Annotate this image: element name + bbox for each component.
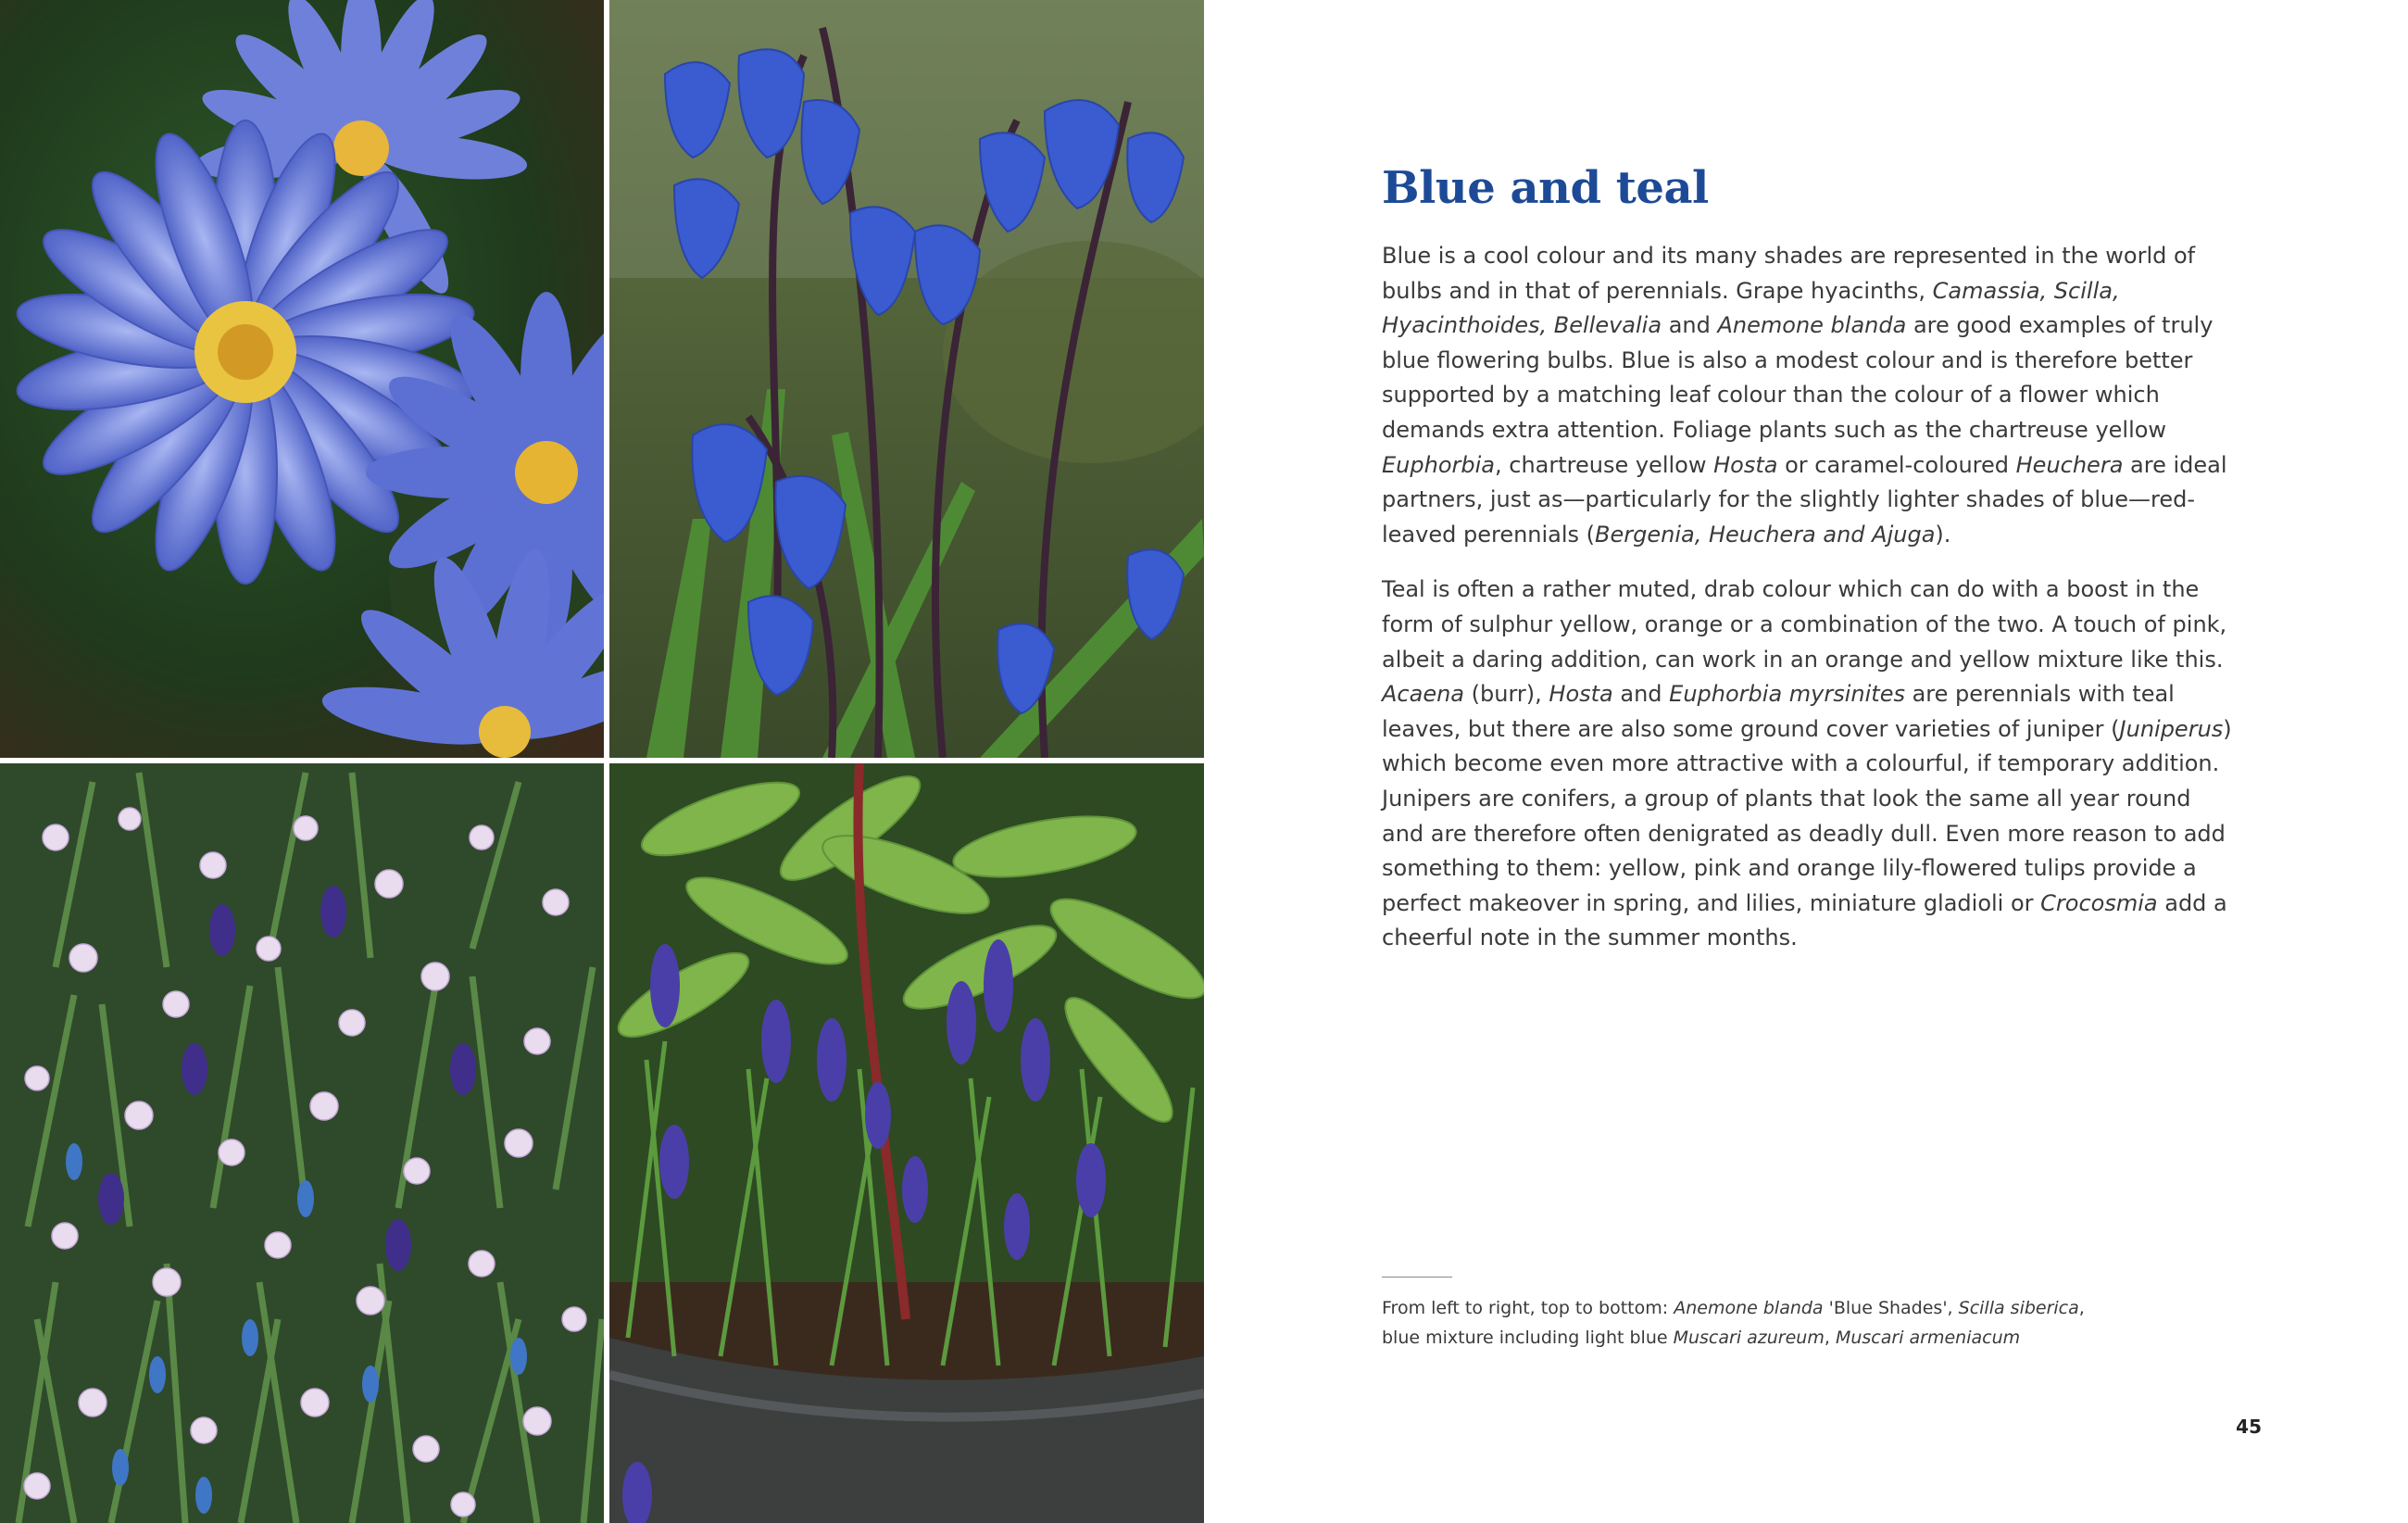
italic-run: Heuchera [2015,451,2124,478]
text-run: 'Blue Shades', [1823,1298,1959,1318]
italic-run: Bergenia, Heuchera and Ajuga [1595,521,1936,548]
body-text [1382,239,2234,976]
text-run: ) which become even more attractive with a colourful, if temporary addition. Junipers are conifers, a group of plants that look the same all year round and are therefore often denigrated as deadly dull. Even more reason to add something to them: yellow, pink and orange lily-flowered tulips provide a perfect makeover in spring, and lilies, miniature gladioli or [1382,715,2232,916]
photo-muscari-armeniacum [609,763,1204,1523]
text-page [1204,0,2408,1523]
photo-scilla-siberica [609,0,1204,758]
italic-run: Hosta [1549,681,1613,708]
text-run: Blue is a cool colour and its many shades are represented in the world of bulbs and in that of perennials. Grape hyacinths, [1382,243,2196,304]
page-title: Blue and teal [1382,162,1709,214]
text-run: Teal is often a rather muted, drab colour which can do with a boost in the form of sulphur yellow, orange or a combination of the two. A touch of pink, albeit a daring addition, can work in an orange and yellow mixture like this. [1382,576,2227,673]
text-run: add a cheerful note in the summer months. [1382,889,2227,951]
photo-caption [1382,1293,2086,1353]
page-number: 45 [2236,1416,2262,1438]
italic-run: Muscari azureum [1673,1328,1825,1348]
paragraph-1 [1382,239,2234,552]
text-run: , chartreuse yellow [1494,451,1714,478]
italic-run: Euphorbia [1382,451,1495,478]
text-run: , blue mixture including light blue [1382,1298,2085,1348]
italic-run: Muscari armeniacum [1835,1328,2021,1348]
italic-run: Camassia, Scilla, Hyacinthoides, Bellevalia [1382,277,2120,339]
italic-run: Hosta [1713,451,1778,478]
italic-run: Crocosmia [2040,889,2158,916]
text-run: or caramel-coloured [1777,451,2016,478]
italic-run: Euphorbia myrsinites [1669,681,1905,708]
paragraph-2 [1382,573,2234,956]
photo-blue-mixture [0,763,604,1523]
caption-rule [1382,1277,1452,1278]
italic-run: Anemone blanda [1674,1298,1824,1318]
text-run: , [1824,1328,1836,1348]
italic-run: Juniperus [2119,715,2224,742]
text-run: are perennials with teal leaves, but there are also some ground cover varieties of juniper ( [1382,681,2175,742]
text-run: and [1612,681,1670,708]
text-run: are ideal partners, just as—particularly for the slightly lighter shades of blue—red-leaved perennials ( [1382,451,2227,548]
italic-run: Anemone blanda [1717,312,1907,339]
photo-anemone-blanda [0,0,604,758]
text-run: ). [1935,521,1951,548]
text-run: (burr), [1464,681,1549,708]
text-run: are good examples of truly blue flowering bulbs. Blue is also a modest colour and is therefore better supported by a matching leaf colour than the colour of a flower which demands extra attention. Foliage plants such as the chartreuse yellow [1382,312,2214,443]
italic-run: Scilla siberica [1958,1298,2079,1318]
italic-run: Acaena [1382,681,1465,708]
text-run: and [1662,312,1718,339]
text-run: From left to right, top to bottom: [1382,1298,1674,1318]
